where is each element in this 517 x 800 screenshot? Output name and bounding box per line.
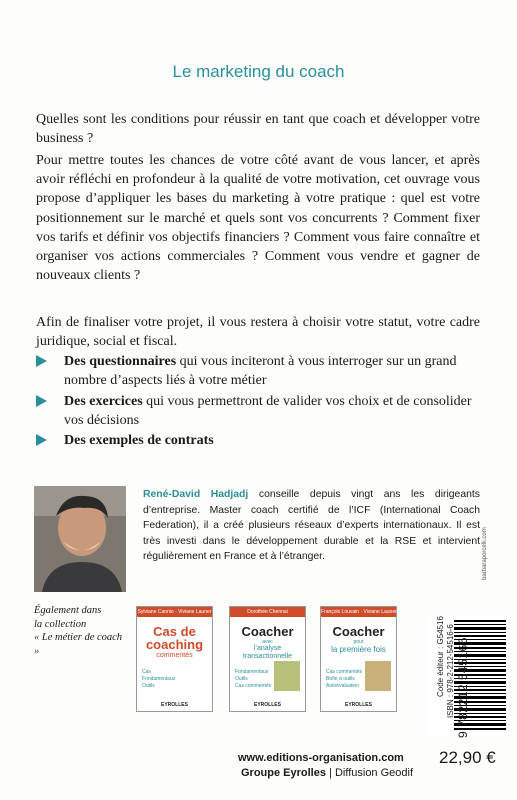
publisher-url: www.editions-organisation.com	[238, 752, 404, 764]
code-editeur: Code éditeur : G54516	[436, 616, 445, 697]
author-photo	[34, 486, 126, 592]
book-cover-coacher-premiere-fois: François Louvain · Viviane Launer · Joëlle Philippe Coacher pour la première fois Cas commentés Boîte à outils Autoévaluation EYROLLES	[320, 606, 397, 712]
book-title: Le marketing du coach	[172, 62, 345, 81]
author-bio: René-David Hadjadj conseille depuis vingt ans les dirigeants d’entreprise. Master coach certifié de l’ICF (International Coach Federation), il a créé plusieurs réseaux d’experts internationaux. Il est très investi dans le développement durable et la RSE et intervient régulièrement en France et à l’étranger.	[143, 489, 480, 563]
triangle-bullet-icon	[36, 355, 47, 367]
collection-note: Également dans la collection « Le métier de coach »	[34, 605, 123, 657]
book-cover-coacher-analyse-transactionnelle: Dorothée Chennai Coacher avec l’analyse transactionnelle Fondamentaux Outils Cas commentés EYROLLES	[229, 606, 306, 712]
book-cover-cas-de-coaching: Sylviane Cannio · Viviane Launer Cas de coaching commentés Cas Fondamentaux Outils EYROLLES	[136, 606, 213, 712]
publisher-line: Groupe Eyrolles | Diffusion Geodif	[241, 767, 414, 779]
price: 22,90 €	[439, 748, 496, 767]
barcode-digits: 9 782212 545166	[456, 637, 470, 738]
intro-question: Quelles sont les conditions pour réussir en tant que coach et développer votre business ?	[36, 112, 480, 147]
credit-text: barbaraporcelli.com	[482, 527, 488, 580]
bullet-contrats: Des exemples de contrats	[36, 431, 480, 451]
triangle-bullet-icon	[36, 395, 47, 407]
book-cover-illustration	[365, 661, 391, 691]
description-paragraph: Pour mettre toutes les chances de votre côté avant de vous lancer, et après avoir réfléchi en profondeur à la qualité de votre motivation, cet ouvrage vous propose d’appliquer les bases du marketing à votre pratique : quel est votre positionnement sur le marché et quels sont vos concurrents ? Comment fixer vos tarifs et définir vos objectifs financiers ? Comment vous faire connaître et organiser vos actions commerciales ? Comment vous vendre et gagner de nouveaux clients ?	[36, 153, 480, 284]
bullet-questionnaires: Des questionnaires qui vous inciteront à vous interroger sur un grand nombre d’aspects liés à votre métier	[36, 352, 480, 392]
conclusion-paragraph: Afin de finaliser votre projet, il vous restera à choisir votre statut, votre cadre juridique, social et fiscal.	[36, 315, 480, 350]
triangle-bullet-icon	[36, 434, 47, 446]
bullet-exercices: Des exercices qui vous permettront de valider vos choix et de consolider vos décisions	[36, 392, 480, 432]
isbn: ISBN : 978-2-212-54516-6	[446, 624, 455, 718]
book-cover-illustration	[274, 661, 300, 691]
